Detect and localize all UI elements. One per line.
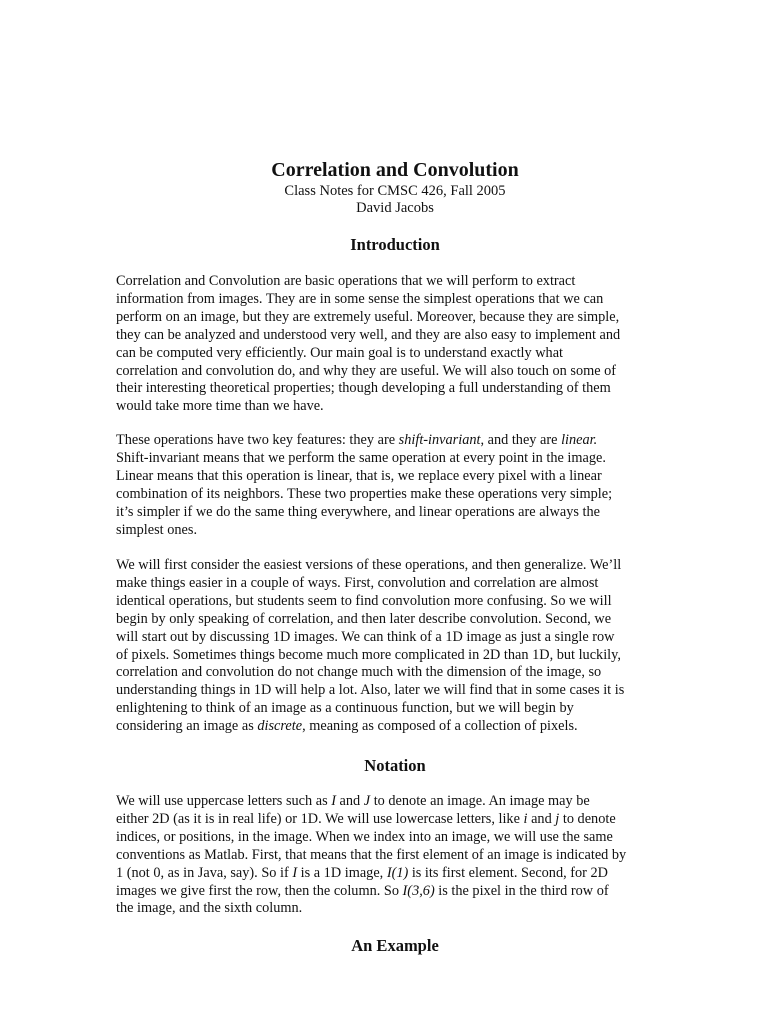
emphasis-linear: linear.	[561, 432, 598, 448]
text-line: can be computed very efficiently. Our main goal is to understand exactly what	[116, 344, 564, 361]
emphasis-discrete: discrete	[257, 718, 303, 735]
emphasis-shift-invariant: shift-invariant	[398, 432, 481, 448]
text-run: 1 (not 0, as in Java, say). So if	[116, 864, 293, 881]
emphasis-expr: I(3,6)	[402, 882, 435, 899]
text-run: either 2D (as it is in real life) or 1D. We will use lowercase letters, like	[116, 810, 524, 827]
text-run: , and they are	[480, 432, 562, 448]
text-line: identical operations, but students seem to find convolution more confusing. So we will	[116, 592, 612, 609]
text-line: conventions as Matlab. First, that means that the first element of an image is indicated by	[116, 846, 627, 863]
paragraph-intro-1	[116, 273, 676, 416]
emphasis-var: I	[292, 864, 298, 881]
text-line: Correlation and Convolution are basic operations that we will perform to extract	[116, 273, 576, 289]
text-line: We will first consider the easiest versions of these operations, and then generalize. We’ll	[116, 557, 622, 573]
text-line	[116, 793, 676, 811]
section-heading-introduction: Introduction	[350, 235, 440, 254]
text-line: make things easier in a couple of ways. First, convolution and correlation are almost	[116, 574, 599, 591]
text-line: it’s simpler if we do the same thing everywhere, and linear operations are always the	[116, 503, 600, 520]
text-line: combination of its neighbors. These two properties make these operations very simple;	[116, 485, 613, 502]
text-run: and	[527, 810, 556, 827]
emphasis-expr: I(1)	[386, 864, 409, 881]
text-run: We will use uppercase letters such as	[116, 793, 332, 809]
text-line: Linear means that this operation is linear, that is, we replace every pixel with a linear	[116, 467, 602, 484]
text-line: will start out by discussing 1D images. We can think of a 1D image as just a single row	[116, 628, 615, 645]
text-run: images we give first the row, then the column. So	[116, 882, 403, 899]
text-line: correlation and convolution do not change much with the dimension of the image, so	[116, 664, 602, 681]
text-line	[116, 883, 676, 901]
document-title: Correlation and Convolution	[271, 159, 519, 181]
text-run: to denote	[559, 810, 616, 827]
paragraph-intro-3	[116, 557, 676, 736]
text-line: simplest ones.	[116, 521, 198, 538]
text-line: Shift-invariant means that we perform the same operation at every point in the image.	[116, 449, 606, 466]
text-line: the image, and the sixth column.	[116, 900, 303, 917]
text-run: is its first element. Second, for 2D	[408, 864, 608, 881]
text-run: These operations have two key features: they are	[116, 432, 399, 448]
text-line: of pixels. Sometimes things become much more complicated in 2D than 1D, but luckily,	[116, 646, 621, 663]
text-line: perform on an image, but they are extremely useful. Moreover, because they are simple,	[116, 308, 620, 325]
text-line: indices, or positions, in the image. When we index into an image, we will use the same	[116, 828, 613, 845]
text-line	[116, 865, 676, 883]
emphasis-var: J	[363, 793, 371, 809]
paragraph-intro-2	[116, 432, 676, 539]
text-run: to denote an image. An image may be	[370, 793, 590, 809]
text-line	[116, 432, 676, 450]
text-run: , meaning as composed of a collection of pixels.	[302, 718, 578, 735]
text-line: begin by only speaking of correlation, and then later describe convolution. Second, we	[116, 610, 612, 627]
text-run: considering an image as	[116, 718, 258, 735]
section-heading-notation: Notation	[364, 756, 426, 775]
emphasis-var: i	[523, 810, 528, 827]
text-line: correlation and convolution do, and why they are useful. We will also touch on some of	[116, 362, 617, 379]
text-run: is the pixel in the third row of	[434, 882, 609, 899]
text-line: their interesting theoretical properties; though developing a full understanding of them	[116, 380, 611, 397]
text-line: they can be analyzed and understood very well, and they are also easy to implement and	[116, 326, 621, 343]
paragraph-notation	[116, 793, 676, 918]
emphasis-var: I	[331, 793, 336, 809]
course-subtitle: Class Notes for CMSC 426, Fall 2005	[284, 183, 506, 199]
emphasis-var: j	[555, 810, 560, 827]
text-line: information from images. They are in some sense the simplest operations that we can	[116, 290, 604, 307]
text-line	[116, 811, 676, 829]
text-run: is a 1D image,	[297, 864, 387, 881]
text-line	[116, 718, 676, 736]
text-line: enlightening to think of an image as a continuous function, but we will begin by	[116, 700, 574, 717]
text-line: would take more time than we have.	[116, 398, 324, 415]
section-heading-example: An Example	[351, 936, 439, 955]
author-name: David Jacobs	[356, 200, 434, 216]
text-line: understanding things in 1D will help a lot. Also, later we will find that in some cases it is	[116, 682, 625, 699]
text-run: and	[335, 793, 364, 809]
